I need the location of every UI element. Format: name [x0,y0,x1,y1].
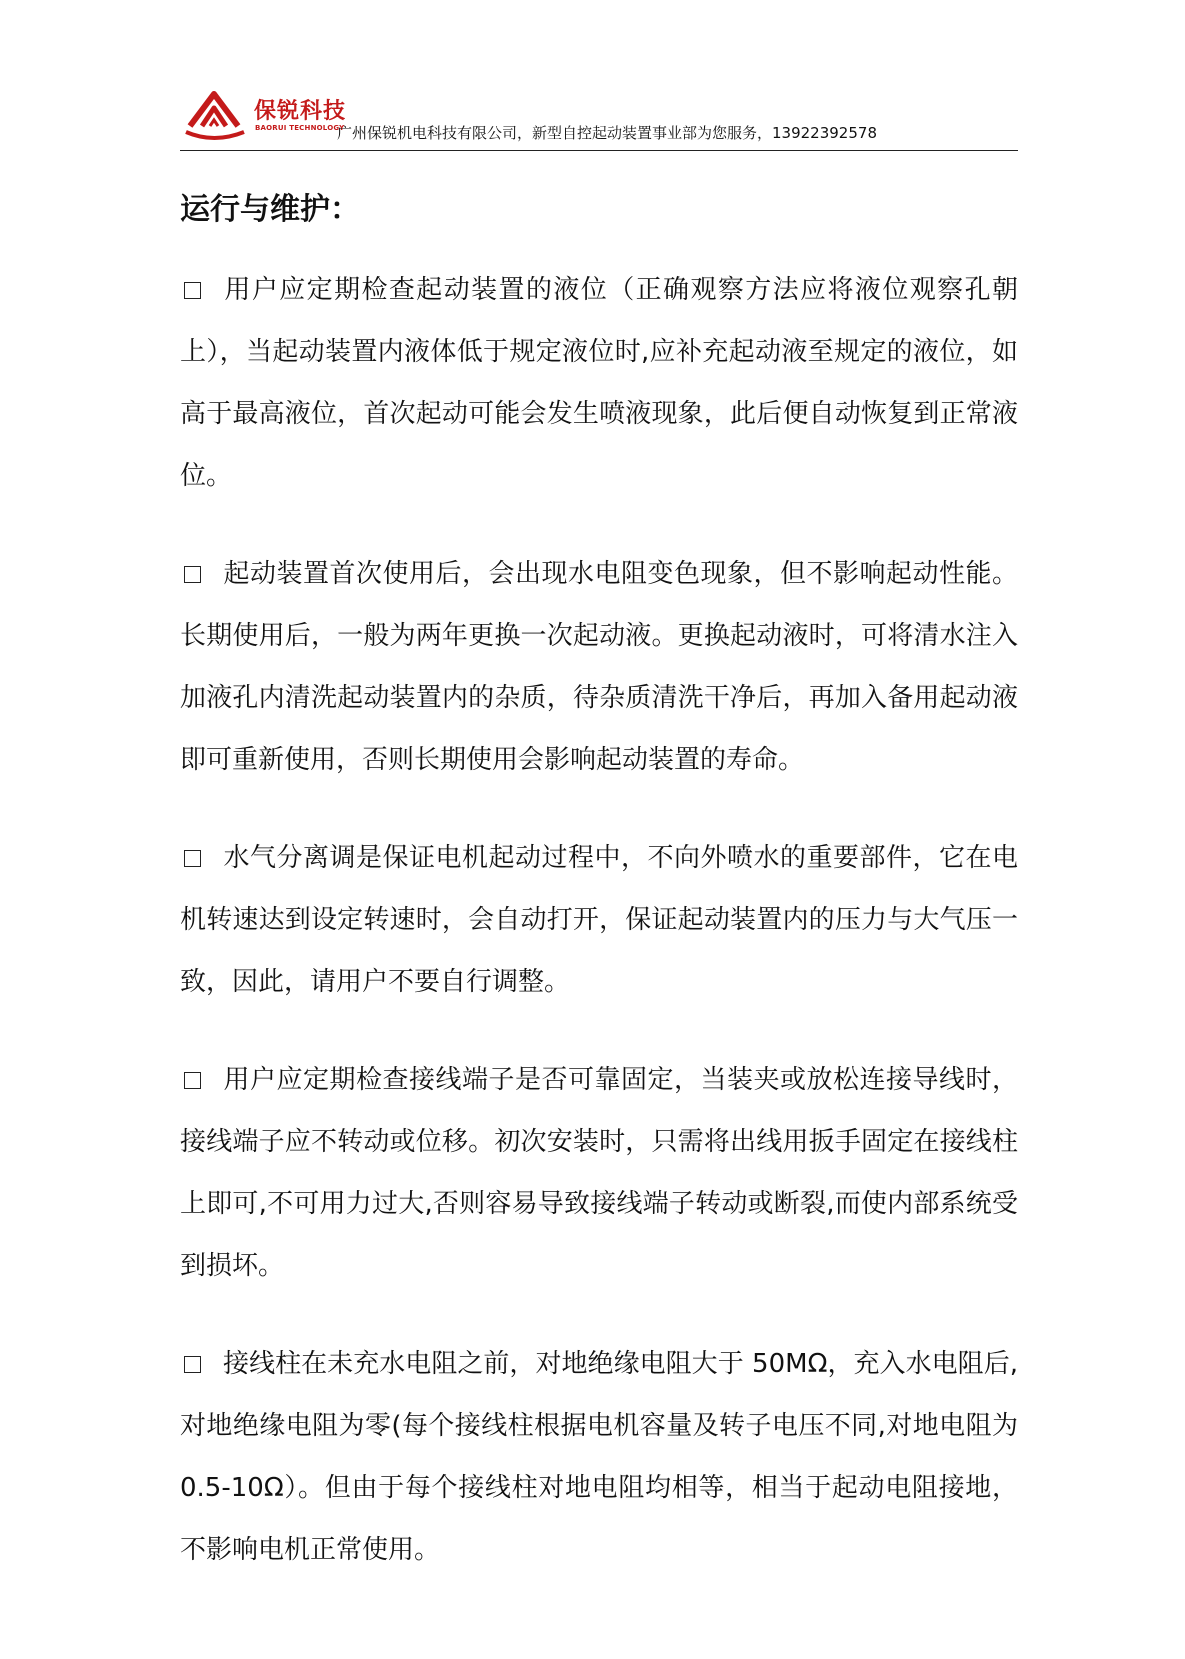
paragraph-water-gas-separator [180,827,1018,1013]
paragraph-terminals [180,1049,1018,1297]
paragraph-text: 起动装置首次使用后，会出现水电阻变色现象，但不影响起动性能。长期使用后，一般为两年更换一次起动液。更换起动液时，可将清水注入加液孔内清洗起动装置内的杂质，待杂质清洗干净后，再加入备用起动液即可重新使用，否则长期使用会影响起动装置的寿命。 [180,559,1018,775]
page-header [180,78,1018,151]
bullet-box-icon [184,1356,201,1373]
document-body [180,259,1018,1617]
bullet-box-icon [184,850,201,867]
logo-emblem-icon [184,86,250,144]
bullet-box-icon [184,1072,201,1089]
paragraph-text: 用户应定期检查起动装置的液位（正确观察方法应将液位观察孔朝上），当起动装置内液体低于规定液位时,应补充起动液至规定的液位，如高于最高液位，首次起动可能会发生喷液现象，此后便自动恢复到正常液位。 [180,275,1018,491]
bullet-box-icon [184,282,201,299]
company-logo [184,86,354,144]
logo-chinese-name: 保锐科技 [254,99,347,124]
header-tagline: 广州保锐机电科技有限公司，新型自控起动装置事业部为您服务，13922392578 [337,124,877,142]
bullet-box-icon [184,566,201,583]
paragraph-liquid-replacement [180,543,1018,791]
paragraph-insulation [180,1333,1018,1581]
section-title: 运行与维护： [180,192,360,227]
paragraph-text: 用户应定期检查接线端子是否可靠固定，当装夹或放松连接导线时，接线端子应不转动或位移。初次安装时，只需将出线用扳手固定在接线柱上即可,不可用力过大,否则容易导致接线端子转动或断裂,而使内部系统受到损坏。 [180,1065,1018,1281]
paragraph-liquid-level [180,259,1018,507]
paragraph-text: 接线柱在未充水电阻之前，对地绝缘电阻大于 50MΩ，充入水电阻后,对地绝缘电阻为零(每个接线柱根据电机容量及转子电压不同,对地电阻为 0.5-10Ω）。但由于每个接线柱对地电阻均相等，相当于起动电阻接地，不影响电机正常使用。 [180,1349,1018,1565]
logo-english-name: BAORUI TECHNOLOGY [255,124,345,132]
paragraph-text: 水气分离调是保证电机起动过程中，不向外喷水的重要部件，它在电机转速达到设定转速时，会自动打开，保证起动装置内的压力与大气压一致，因此，请用户不要自行调整。 [180,843,1018,997]
